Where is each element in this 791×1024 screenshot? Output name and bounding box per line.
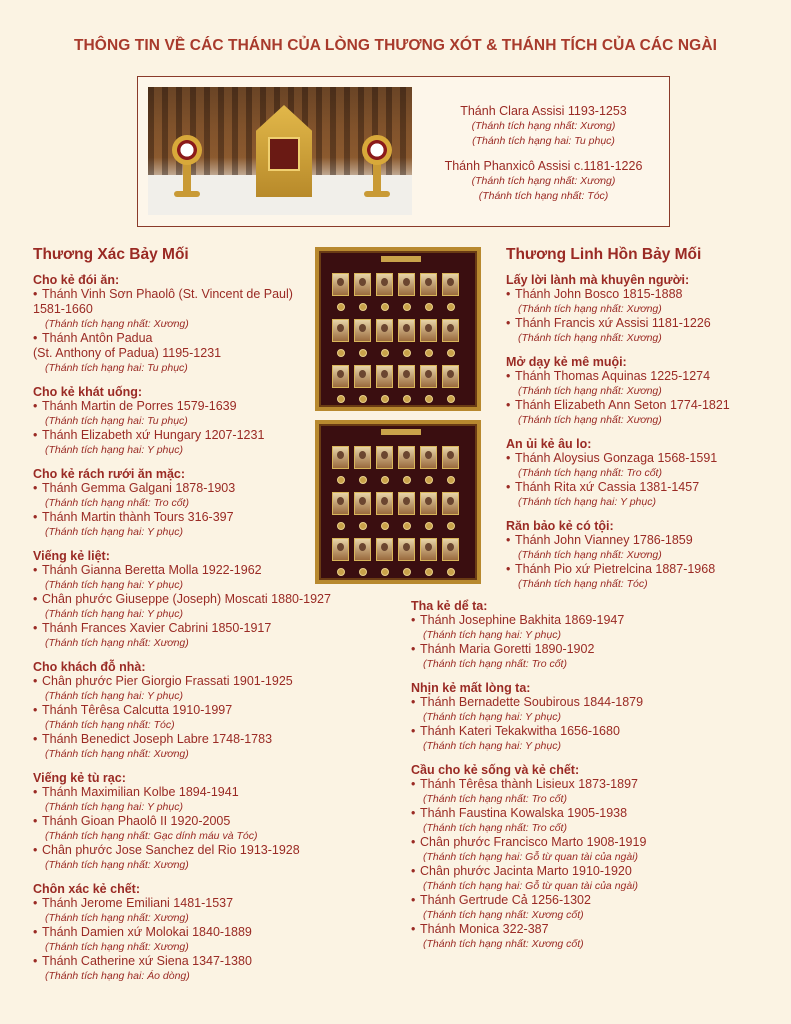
saint-text: Thánh Francis xứ Assisi 1181-1226 xyxy=(515,316,711,330)
bullet-icon: • xyxy=(33,331,38,345)
bullet-icon: • xyxy=(33,703,38,717)
bullet-icon: • xyxy=(411,893,416,907)
relic-reliquary xyxy=(337,476,345,484)
saint-portrait xyxy=(398,492,415,515)
saint-text: Thánh Pio xứ Pietrelcina 1887-1968 xyxy=(515,562,716,576)
category-label: An ủi kẻ âu lo: xyxy=(506,437,592,451)
saint-name xyxy=(33,843,383,858)
category-label: Viếng kẻ tù rạc: xyxy=(33,771,126,785)
featured-saint-relic: (Thánh tích hạng nhất: Tóc) xyxy=(478,190,609,202)
bullet-icon: • xyxy=(33,896,38,910)
saint-portrait xyxy=(354,319,371,342)
relic-reliquary xyxy=(359,476,367,484)
bullet-icon: • xyxy=(506,316,511,330)
saint-text: Thánh Kateri Tekakwitha 1656-1680 xyxy=(420,724,620,738)
saint-text: (St. Anthony of Padua) 1195-1231 xyxy=(33,346,222,360)
saint-text: Thánh Gianna Beretta Molla 1922-1962 xyxy=(42,563,262,577)
relic-reliquary xyxy=(425,476,433,484)
saint-portrait xyxy=(442,365,459,388)
bullet-icon: • xyxy=(33,510,38,524)
relic-reliquary xyxy=(425,349,433,357)
bullet-icon: • xyxy=(411,613,416,627)
saint-name xyxy=(411,864,781,879)
relic-reliquary xyxy=(403,395,411,403)
saint-text: Thánh Gertrude Cả 1256-1302 xyxy=(420,893,591,907)
bullet-icon: • xyxy=(33,732,38,746)
saint-text: Thánh Frances Xavier Cabrini 1850-1917 xyxy=(42,621,272,635)
saint-text: Thánh Martin de Porres 1579-1639 xyxy=(42,399,237,413)
relic-note: (Thánh tích hạng nhất: Xương) xyxy=(45,859,189,871)
relic-note: (Thánh tích hạng hai: Tu phục) xyxy=(45,362,188,374)
category-label: Chôn xác kẻ chết: xyxy=(33,882,140,896)
bullet-icon: • xyxy=(506,451,511,465)
saint-name xyxy=(33,896,383,911)
saint-portrait xyxy=(420,538,437,561)
relic-note: (Thánh tích hạng hai: Tu phục) xyxy=(45,415,188,427)
saint-portrait xyxy=(442,538,459,561)
relic-reliquary xyxy=(337,568,345,576)
saint-portrait xyxy=(354,446,371,469)
saint-portrait xyxy=(332,365,349,388)
relic-note: (Thánh tích hạng nhất: Gạc dính máu và Tóc) xyxy=(45,830,258,842)
bullet-icon: • xyxy=(411,806,416,820)
saint-text: Thánh Vinh Sơn Phaolô (St. Vincent de Paul) xyxy=(42,287,293,301)
relic-note: (Thánh tích hạng hai: Y phục) xyxy=(45,608,183,620)
saint-text: Thánh John Bosco 1815-1888 xyxy=(515,287,683,301)
category-label: Lấy lời lành mà khuyên người: xyxy=(506,273,690,287)
relic-reliquary xyxy=(403,568,411,576)
saint-name xyxy=(33,703,383,718)
saint-text: Chân phước Jacinta Marto 1910-1920 xyxy=(420,864,632,878)
relic-reliquary xyxy=(447,303,455,311)
saint-name xyxy=(411,922,781,937)
bullet-icon: • xyxy=(411,864,416,878)
bullet-icon: • xyxy=(33,843,38,857)
category-label: Cho khách đỗ nhà: xyxy=(33,660,146,674)
bullet-icon: • xyxy=(506,480,511,494)
relic-note: (Thánh tích hạng nhất: Xương) xyxy=(518,332,662,344)
relic-note: (Thánh tích hạng nhất: Xương) xyxy=(45,637,189,649)
category-label: Viếng kẻ liệt: xyxy=(33,549,110,563)
saint-portrait xyxy=(376,538,393,561)
relic-note: (Thánh tích hạng nhất: Tóc) xyxy=(45,719,175,731)
saint-text: Thánh Maximilian Kolbe 1894-1941 xyxy=(42,785,239,799)
saint-text: Thánh Monica 322-387 xyxy=(420,922,549,936)
relic-altar-photo xyxy=(148,87,412,215)
bullet-icon: • xyxy=(411,922,416,936)
saint-portrait xyxy=(376,446,393,469)
category-label: Nhịn kẻ mất lòng ta: xyxy=(411,681,531,695)
saint-name xyxy=(411,835,781,850)
bullet-icon: • xyxy=(33,785,38,799)
category-label: Cho kẻ đói ăn: xyxy=(33,273,120,287)
bullet-icon: • xyxy=(33,925,38,939)
saint-name xyxy=(506,398,786,413)
saint-name xyxy=(33,925,383,940)
bullet-icon: • xyxy=(411,724,416,738)
relic-note: (Thánh tích hạng nhất: Xương) xyxy=(45,748,189,760)
relic-frame-top xyxy=(315,247,481,411)
bullet-icon: • xyxy=(33,481,38,495)
saint-text: Thánh Josephine Bakhita 1869-1947 xyxy=(420,613,625,627)
saint-portrait xyxy=(420,492,437,515)
bullet-icon: • xyxy=(506,287,511,301)
relic-note: (Thánh tích hạng nhất: Tro cốt) xyxy=(423,793,567,805)
relic-reliquary xyxy=(381,303,389,311)
saint-name xyxy=(411,724,781,739)
relic-reliquary xyxy=(381,522,389,530)
saint-name xyxy=(506,369,786,384)
section-title: Thương Xác Bảy Mối xyxy=(33,246,189,263)
relic-reliquary xyxy=(337,395,345,403)
featured-saint-name: Thánh Clara Assisi 1193-1253 xyxy=(460,104,627,118)
saint-name xyxy=(506,451,786,466)
saint-text: Chân phước Giuseppe (Joseph) Moscati 1880-1927 xyxy=(42,592,331,606)
saint-portrait xyxy=(332,319,349,342)
featured-saints-text xyxy=(421,104,666,204)
saint-text: Thánh Maria Goretti 1890-1902 xyxy=(420,642,595,656)
bullet-icon: • xyxy=(33,621,38,635)
relic-note: (Thánh tích hạng nhất: Tro cốt) xyxy=(518,467,662,479)
relic-reliquary xyxy=(447,568,455,576)
saint-text: Thánh Gemma Galgani 1878-1903 xyxy=(42,481,236,495)
relic-reliquary xyxy=(359,568,367,576)
relic-note: (Thánh tích hạng nhất: Xương cốt) xyxy=(423,938,584,950)
relic-note: (Thánh tích hạng nhất: Tóc) xyxy=(518,578,648,590)
relic-frame-bottom xyxy=(315,420,481,584)
category-label: Cho kẻ khát uống: xyxy=(33,385,143,399)
relic-reliquary xyxy=(359,349,367,357)
relic-reliquary xyxy=(425,395,433,403)
saint-name xyxy=(33,592,383,607)
saint-portrait xyxy=(332,538,349,561)
relic-reliquary xyxy=(447,395,455,403)
relic-note: (Thánh tích hạng nhất: Xương) xyxy=(45,318,189,330)
relic-reliquary xyxy=(337,522,345,530)
relic-note: (Thánh tích hạng hai: Y phục) xyxy=(45,801,183,813)
saint-text: Thánh Damien xứ Molokai 1840-1889 xyxy=(42,925,252,939)
relic-note: (Thánh tích hạng nhất: Xương) xyxy=(518,385,662,397)
saint-text: Thánh Faustina Kowalska 1905-1938 xyxy=(420,806,628,820)
relic-reliquary xyxy=(425,568,433,576)
section-title: Thương Linh Hồn Bảy Mối xyxy=(506,246,702,263)
category-label: Mở dạy kẻ mê muội: xyxy=(506,355,627,369)
bullet-icon: • xyxy=(411,835,416,849)
relic-reliquary xyxy=(337,349,345,357)
relic-note: (Thánh tích hạng hai: Áo dòng) xyxy=(45,970,190,982)
saint-text: Thánh John Vianney 1786-1859 xyxy=(515,533,693,547)
saint-portrait xyxy=(332,273,349,296)
featured-saints-box xyxy=(137,76,670,227)
bullet-icon: • xyxy=(33,287,38,301)
relic-note: (Thánh tích hạng hai: Gỗ từ quan tài của ngài) xyxy=(423,851,639,863)
relic-note: (Thánh tích hạng hai: Y phục) xyxy=(423,711,561,723)
bullet-icon: • xyxy=(506,369,511,383)
bullet-icon: • xyxy=(411,642,416,656)
relic-note: (Thánh tích hạng hai: Y phục) xyxy=(45,444,183,456)
saint-portrait xyxy=(442,446,459,469)
saint-name xyxy=(506,316,786,331)
saint-text: Thánh Têrêsa thành Lisieux 1873-1897 xyxy=(420,777,638,791)
saint-text: Thánh Aloysius Gonzaga 1568-1591 xyxy=(515,451,718,465)
featured-saint-relic: (Thánh tích hạng hai: Tu phục) xyxy=(472,135,615,147)
relic-reliquary xyxy=(359,522,367,530)
saint-portrait xyxy=(376,319,393,342)
relic-note: (Thánh tích hạng hai: Y phục) xyxy=(423,629,561,641)
bullet-icon: • xyxy=(33,428,38,442)
bullet-icon: • xyxy=(411,777,416,791)
bullet-icon: • xyxy=(33,563,38,577)
bullet-icon: • xyxy=(33,954,38,968)
category-label: Tha kẻ dể ta: xyxy=(411,599,488,613)
saint-text: Chân phước Pier Giorgio Frassati 1901-1925 xyxy=(42,674,293,688)
saint-name xyxy=(411,806,781,821)
category-label: Răn bảo kẻ có tội: xyxy=(506,519,614,533)
saint-portrait xyxy=(442,492,459,515)
saint-portrait xyxy=(332,492,349,515)
relic-reliquary xyxy=(359,303,367,311)
bullet-icon: • xyxy=(506,562,511,576)
saint-portrait xyxy=(398,365,415,388)
relic-reliquary xyxy=(403,476,411,484)
saint-text: 1581-1660 xyxy=(33,302,93,316)
relic-reliquary xyxy=(425,522,433,530)
saint-portrait xyxy=(354,538,371,561)
saint-portrait xyxy=(398,538,415,561)
saint-text: Thánh Elizabeth xứ Hungary 1207-1231 xyxy=(42,428,265,442)
relic-reliquary xyxy=(359,395,367,403)
saint-name xyxy=(33,732,383,747)
relic-note: (Thánh tích hạng hai: Y phục) xyxy=(45,579,183,591)
relic-note: (Thánh tích hạng nhất: Tro cốt) xyxy=(423,822,567,834)
saint-text: Thánh Bernadette Soubirous 1844-1879 xyxy=(420,695,644,709)
saint-text: Thánh Antôn Padua xyxy=(42,331,153,345)
bullet-icon: • xyxy=(506,533,511,547)
saint-portrait xyxy=(420,273,437,296)
page-title: THÔNG TIN VỀ CÁC THÁNH CỦA LÒNG THƯƠNG XÓT & THÁNH TÍCH CỦA CÁC NGÀI xyxy=(73,37,718,54)
saint-name xyxy=(411,777,781,792)
saint-portrait xyxy=(354,273,371,296)
featured-saint-relic: (Thánh tích hạng nhất: Xương) xyxy=(471,120,616,132)
relic-reliquary xyxy=(337,303,345,311)
relic-note: (Thánh tích hạng hai: Y phục) xyxy=(45,526,183,538)
relic-note: (Thánh tích hạng nhất: Xương) xyxy=(518,303,662,315)
saint-name xyxy=(33,674,383,689)
saint-portrait xyxy=(442,319,459,342)
saint-text: Chân phước Francisco Marto 1908-1919 xyxy=(420,835,647,849)
relic-reliquary xyxy=(447,349,455,357)
saint-text: Thánh Têrêsa Calcutta 1910-1997 xyxy=(42,703,233,717)
saint-name xyxy=(506,562,786,577)
bullet-icon: • xyxy=(411,695,416,709)
saint-text: Thánh Gioan Phaolô II 1920-2005 xyxy=(42,814,231,828)
relic-reliquary xyxy=(381,568,389,576)
relic-reliquary xyxy=(425,303,433,311)
relic-note: (Thánh tích hạng hai: Gỗ từ quan tài của ngài) xyxy=(423,880,639,892)
relic-reliquary xyxy=(403,303,411,311)
saint-name xyxy=(506,480,786,495)
saint-text: Thánh Benedict Joseph Labre 1748-1783 xyxy=(42,732,273,746)
relic-reliquary xyxy=(447,522,455,530)
saint-portrait xyxy=(332,446,349,469)
saint-text: Thánh Rita xứ Cassia 1381-1457 xyxy=(515,480,700,494)
saint-portrait xyxy=(376,365,393,388)
saint-portrait xyxy=(354,492,371,515)
saint-name xyxy=(411,893,781,908)
saint-text: Thánh Thomas Aquinas 1225-1274 xyxy=(515,369,711,383)
category-label: Cầu cho kẻ sống và kẻ chết: xyxy=(411,763,580,777)
relic-note: (Thánh tích hạng nhất: Tro cốt) xyxy=(423,658,567,670)
relic-note: (Thánh tích hạng hai: Y phục) xyxy=(423,740,561,752)
saint-name xyxy=(33,814,383,829)
relic-reliquary xyxy=(381,395,389,403)
bullet-icon: • xyxy=(33,674,38,688)
saint-portrait xyxy=(398,319,415,342)
relic-note: (Thánh tích hạng nhất: Xương) xyxy=(45,912,189,924)
relic-note: (Thánh tích hạng nhất: Xương) xyxy=(45,941,189,953)
saint-portrait xyxy=(398,446,415,469)
relic-reliquary xyxy=(381,476,389,484)
saint-portrait xyxy=(376,492,393,515)
saint-portrait xyxy=(376,273,393,296)
relic-note: (Thánh tích hạng nhất: Xương cốt) xyxy=(423,909,584,921)
relic-note: (Thánh tích hạng nhất: Tro cốt) xyxy=(45,497,189,509)
saint-name xyxy=(411,613,781,628)
saint-portrait xyxy=(442,273,459,296)
saint-text: Thánh Jerome Emiliani 1481-1537 xyxy=(42,896,234,910)
saint-name xyxy=(411,695,781,710)
featured-saint-name: Thánh Phanxicô Assisi c.1181-1226 xyxy=(444,159,643,173)
relic-note: (Thánh tích hạng hai: Y phục) xyxy=(518,496,656,508)
spiritual-works-column xyxy=(506,246,786,591)
category-label: Cho kẻ rách rưới ăn mặc: xyxy=(33,467,186,481)
relic-reliquary xyxy=(403,522,411,530)
relic-note: (Thánh tích hạng hai: Y phục) xyxy=(45,690,183,702)
bullet-icon: • xyxy=(506,398,511,412)
relic-reliquary xyxy=(447,476,455,484)
saint-portrait xyxy=(420,446,437,469)
bullet-icon: • xyxy=(33,592,38,606)
saint-name xyxy=(33,954,383,969)
relic-note: (Thánh tích hạng nhất: Xương) xyxy=(518,549,662,561)
saint-name xyxy=(506,533,786,548)
saint-portrait xyxy=(398,273,415,296)
bullet-icon: • xyxy=(33,399,38,413)
relic-note: (Thánh tích hạng nhất: Xương) xyxy=(518,414,662,426)
saint-name xyxy=(33,785,383,800)
saint-text: Thánh Elizabeth Ann Seton 1774-1821 xyxy=(515,398,730,412)
saint-text: Thánh Catherine xứ Siena 1347-1380 xyxy=(42,954,252,968)
saint-name xyxy=(411,642,781,657)
saint-name xyxy=(506,287,786,302)
relic-reliquary xyxy=(381,349,389,357)
saint-text: Thánh Martin thành Tours 316-397 xyxy=(42,510,234,524)
saint-text: Chân phước Jose Sanchez del Rio 1913-1928 xyxy=(42,843,300,857)
saint-name xyxy=(33,621,383,636)
spiritual-works-continued xyxy=(411,590,781,951)
saint-portrait xyxy=(354,365,371,388)
saint-portrait xyxy=(420,365,437,388)
saint-portrait xyxy=(420,319,437,342)
relic-reliquary xyxy=(403,349,411,357)
featured-saint-relic: (Thánh tích hạng nhất: Xương) xyxy=(471,175,616,187)
bullet-icon: • xyxy=(33,814,38,828)
